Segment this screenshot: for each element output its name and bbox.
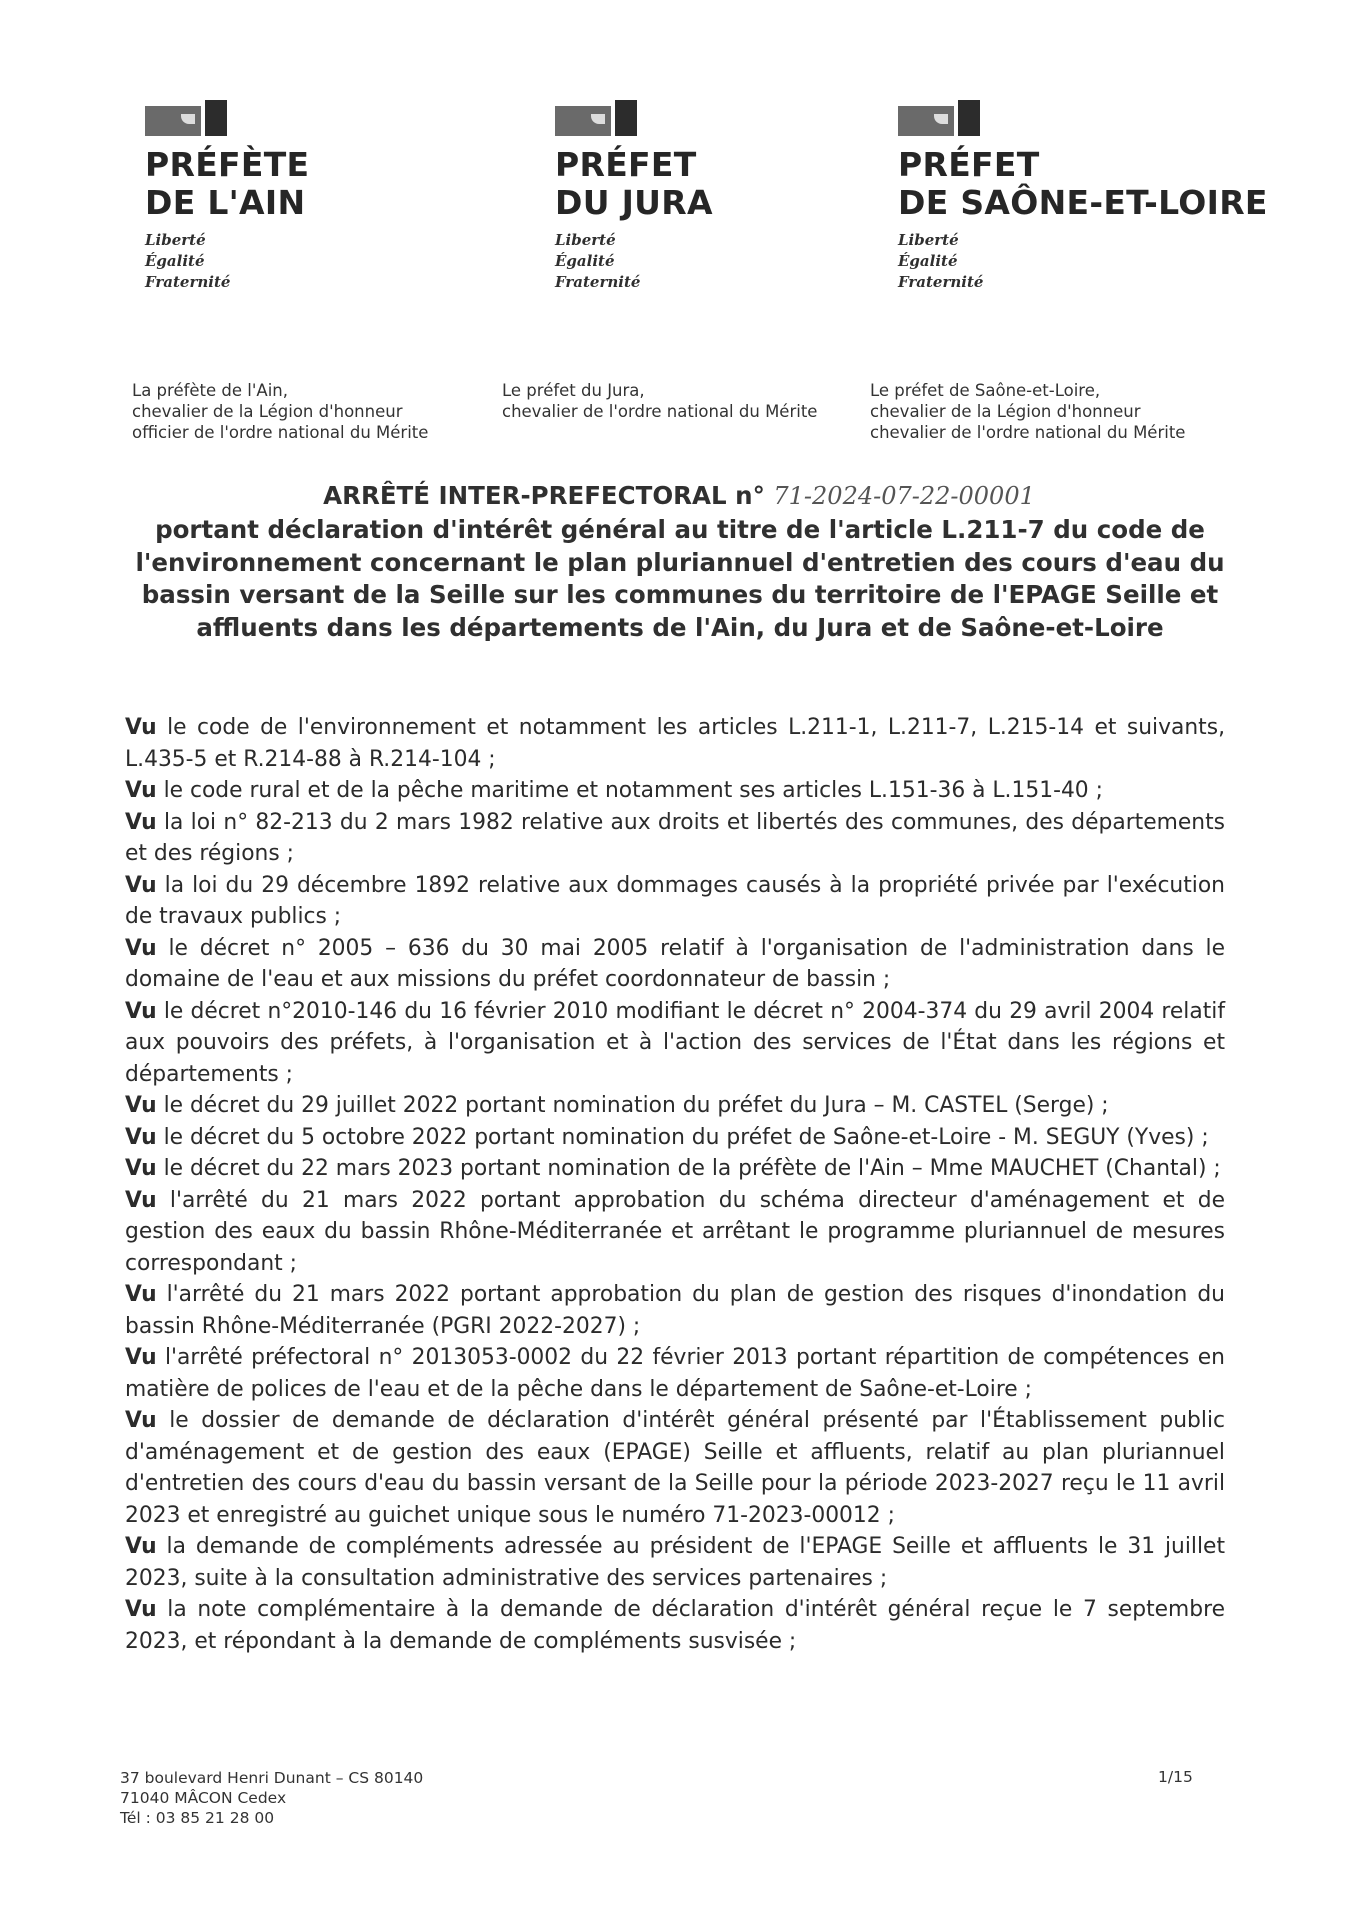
title-prefet-jura: Le préfet du Jura, chevalier de l'ordre national du Mérite <box>502 381 818 421</box>
visa-item: Vu le décret du 5 octobre 2022 portant nomination du préfet de Saône-et-Loire - M. SEGUY (Yves) ; <box>125 1124 1209 1150</box>
visa-item: Vu le décret du 22 mars 2023 portant nomination de la préfète de l'Ain – Mme MAUCHET (Chantal) ; <box>125 1156 1221 1181</box>
marianne-logo-icon <box>555 100 713 138</box>
logo-prefecture-saone-et-loire <box>898 100 1268 293</box>
visa-item: Vu l'arrêté préfectoral n° 2013053-0002 du 22 février 2013 portant répartition de compétences en matière de polices de l'eau et de la pêche dans le département de Saône-et-Loire ; <box>125 1345 1225 1402</box>
logo-name-line2: DU JURA <box>555 183 713 222</box>
visa-item: Vu le décret du 29 juillet 2022 portant nomination du préfet du Jura – M. CASTEL (Serge) ; <box>125 1093 1109 1118</box>
page-number: 1/15 <box>1158 1768 1193 1786</box>
footer-address-line1: 37 boulevard Henri Dunant – CS 80140 <box>120 1769 424 1787</box>
title-prefete-ain: La préfète de l'Ain, chevalier de la Légion d'honneur officier de l'ordre national du Mérite <box>132 381 429 442</box>
logo-name-line1: PRÉFET <box>555 145 697 184</box>
visa-item: Vu le décret n°2010-146 du 16 février 2010 modifiant le décret n° 2004-374 du 29 avril 2004 relatif aux pouvoirs des préfets, à l'organisation et à l'action des services de l'État dans les régions et départements ; <box>125 998 1225 1087</box>
visa-item: Vu le décret n° 2005 – 636 du 30 mai 2005 relatif à l'organisation de l'administration dans le domaine de l'eau et aux missions du préfet coordonnateur de bassin ; <box>125 935 1225 992</box>
visa-item: Vu la demande de compléments adressée au président de l'EPAGE Seille et affluents le 31 juillet 2023, suite à la consultation administrative des services partenaires ; <box>125 1534 1225 1591</box>
logo-motto: Liberté Égalité Fraternité <box>898 231 984 291</box>
logo-motto: Liberté Égalité Fraternité <box>145 231 231 291</box>
visas-list <box>125 712 1225 1657</box>
visa-item: Vu la note complémentaire à la demande de déclaration d'intérêt général reçue le 7 septembre 2023, et répondant à la demande de compléments susvisée ; <box>125 1597 1225 1654</box>
footer-address <box>120 1768 423 1828</box>
visa-item: Vu la loi du 29 décembre 1892 relative aux dommages causés à la propriété privée par l'exécution de travaux publics ; <box>125 872 1225 929</box>
visa-item: Vu le code rural et de la pêche maritime et notamment ses articles L.151-36 à L.151-40 ; <box>125 778 1103 803</box>
visa-item: Vu l'arrêté du 21 mars 2022 portant approbation du plan de gestion des risques d'inondation du bassin Rhône-Méditerranée (PGRI 2022-2027) ; <box>125 1282 1225 1339</box>
visa-item: Vu le dossier de demande de déclaration d'intérêt général présenté par l'Établissement public d'aménagement et de gestion des eaux (EPAGE) Seille et affluents, relatif au plan pluriannuel d'entretien des cours d'eau du bassin versant de la Seille pour la période 2023-2027 reçu le 11 avril 2023 et enregistré au guichet unique sous le numéro 71-2023-00012 ; <box>125 1408 1225 1528</box>
arrete-title <box>0 480 1358 512</box>
footer-address-line2: 71040 MÂCON Cedex <box>120 1789 287 1807</box>
marianne-logo-icon <box>145 100 309 138</box>
logo-prefecture-jura <box>555 100 713 293</box>
logo-name-line2: DE L'AIN <box>145 183 306 222</box>
title-prefet-saone-et-loire: Le préfet de Saône-et-Loire, chevalier de la Légion d'honneur chevalier de l'ordre national du Mérite <box>870 381 1186 442</box>
logo-name-line2: DE SAÔNE-ET-LOIRE <box>898 183 1268 222</box>
marianne-logo-icon <box>898 100 1268 138</box>
logo-name-line1: PRÉFÈTE <box>145 145 310 184</box>
logo-prefecture-ain <box>145 100 309 293</box>
arrete-number: 71-2024-07-22-00001 <box>773 482 1035 510</box>
arrete-subject: portant déclaration d'intérêt général au titre de l'article L.211-7 du code de l'environnement concernant le plan pluriannuel d'entretien des cours d'eau du bassin versant de la Seille sur les communes du territoire de l'EPAGE Seille et affluents dans les départements de l'Ain, du Jura et de Saône-et-Loire <box>135 515 1225 642</box>
logo-name-line1: PRÉFET <box>898 145 1040 184</box>
visa-item: Vu la loi n° 82-213 du 2 mars 1982 relative aux droits et libertés des communes, des départements et des régions ; <box>125 809 1225 866</box>
footer-phone: Tél : 03 85 21 28 00 <box>120 1809 275 1827</box>
arrete-label: ARRÊTÉ INTER-PREFECTORAL n° <box>323 481 765 510</box>
visa-item: Vu le code de l'environnement et notamment les articles L.211-1, L.211-7, L.215-14 et suivants, L.435-5 et R.214-88 à R.214-104 ; <box>125 715 1226 772</box>
visa-item: Vu l'arrêté du 21 mars 2022 portant approbation du schéma directeur d'aménagement et de gestion des eaux du bassin Rhône-Méditerranée et arrêtant le programme pluriannuel de mesures correspondant ; <box>125 1187 1225 1276</box>
logo-motto: Liberté Égalité Fraternité <box>555 231 641 291</box>
